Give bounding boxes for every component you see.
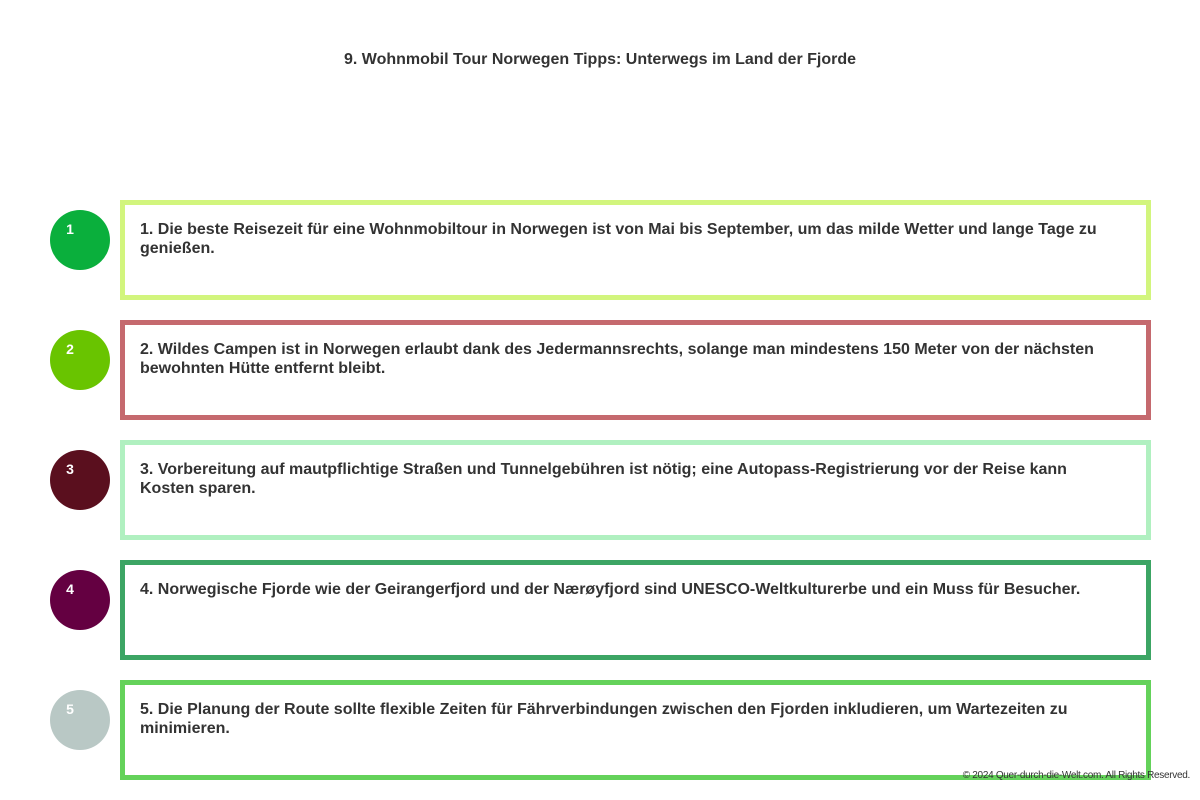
tip-number-circle (50, 210, 110, 270)
page-title: 9. Wohnmobil Tour Norwegen Tipps: Unterwegs im Land der Fjorde (343, 51, 857, 68)
tip-text: 4. Norwegische Fjorde wie der Geirangerfjord und der Nærøyfjord sind UNESCO-Weltkulturerbe und ein Muss für Besucher. (140, 581, 1081, 598)
tip-text: 3. Vorbereitung auf mautpflichtige Straßen und Tunnelgebühren ist nötig; eine Autopass-Registrierung vor der Reise kann Kosten sparen. (140, 461, 1067, 497)
tip-box (120, 320, 1151, 420)
tip-box (120, 680, 1151, 780)
tip-number: 4 (66, 581, 74, 597)
tip-number: 2 (66, 341, 74, 357)
tip-number-circle (50, 690, 110, 750)
tip-box (120, 560, 1151, 660)
tip-number: 5 (66, 701, 74, 717)
tip-box (120, 440, 1151, 540)
tip-item (0, 320, 1200, 420)
tip-item (0, 440, 1200, 540)
tip-number-circle (50, 330, 110, 390)
tip-number: 1 (66, 221, 74, 237)
tip-number: 3 (66, 461, 74, 477)
tip-item (0, 680, 1200, 780)
copyright-notice: © 2024 Quer-durch-die-Welt.com. All Rights Reserved. (962, 770, 1190, 781)
tip-text: 2. Wildes Campen ist in Norwegen erlaubt dank des Jedermannsrechts, solange man mindestens 150 Meter von der nächsten bewohnten Hütte entfernt bleibt. (140, 341, 1094, 377)
tip-text: 5. Die Planung der Route sollte flexible Zeiten für Fährverbindungen zwischen den Fjorden inkludieren, um Wartezeiten zu minimieren. (140, 701, 1068, 737)
tip-item (0, 560, 1200, 660)
tip-item (0, 200, 1200, 300)
tip-text: 1. Die beste Reisezeit für eine Wohnmobiltour in Norwegen ist von Mai bis September, um das milde Wetter und lange Tage zu genießen. (140, 221, 1097, 257)
tip-number-circle (50, 570, 110, 630)
tip-number-circle (50, 450, 110, 510)
tip-box (120, 200, 1151, 300)
